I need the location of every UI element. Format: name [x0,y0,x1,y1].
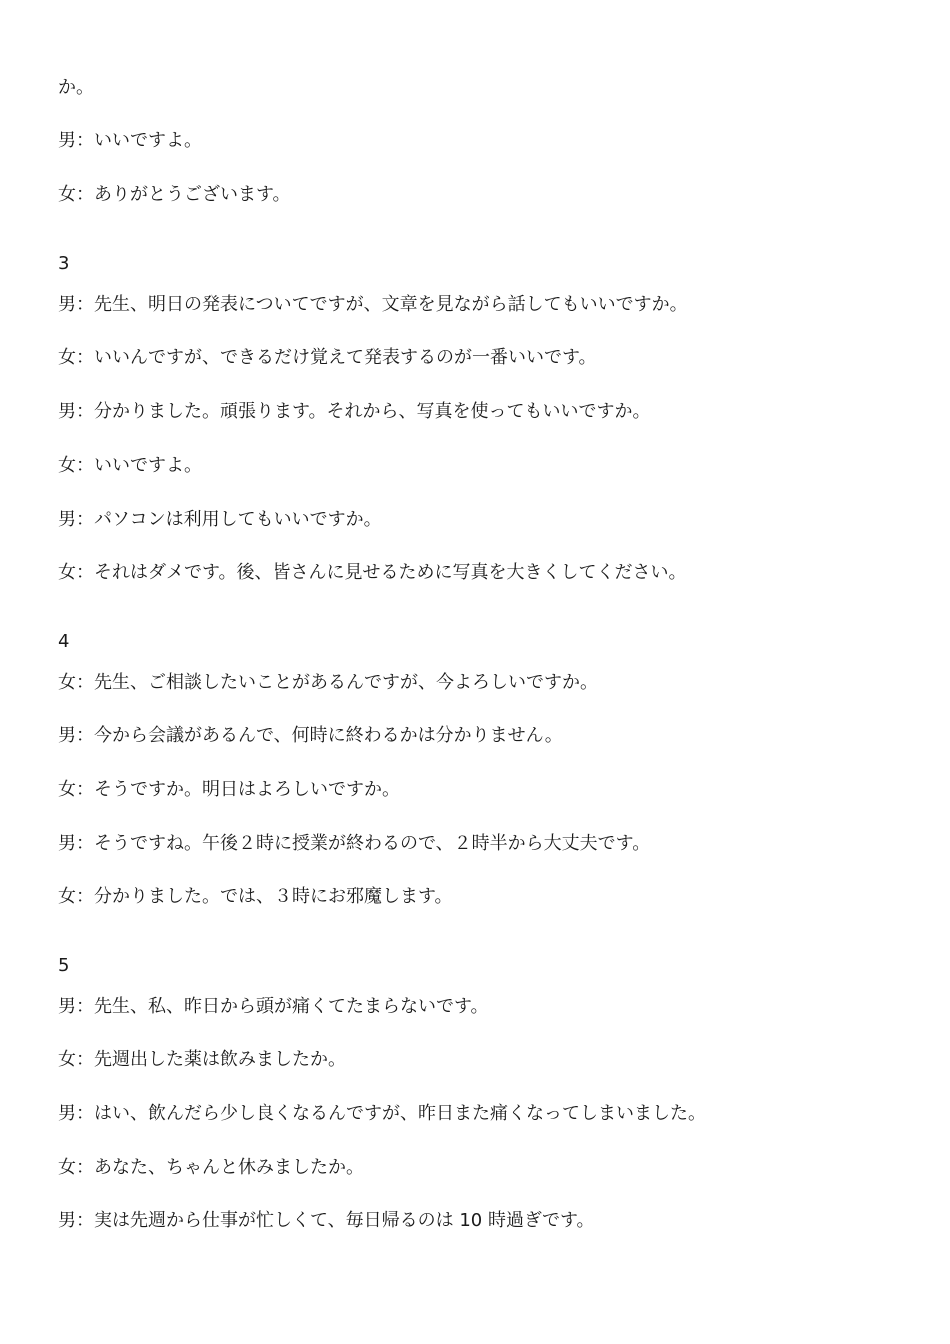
dialogue-line: 男：実は先週から仕事が忙しくて、毎日帰るのは 10 時過ぎです。 [58,1210,595,1231]
section-number: 3 [58,253,70,274]
dialogue-line: 男：先生、私、昨日から頭が痛くてたまらないです。 [58,996,489,1017]
dialogue-line: 女：あなた、ちゃんと休みましたか。 [58,1157,364,1178]
dialogue-line: 女：いいんですが、できるだけ覚えて発表するのが一番いいです。 [58,347,597,368]
dialogue-line: 女：先生、ご相談したいことがあるんですが、今よろしいですか。 [58,672,598,693]
section-number: 4 [58,631,70,652]
dialogue-line: 男：はい、飲んだら少し良くなるんですが、昨日また痛くなってしまいました。 [58,1103,706,1124]
section-number: 5 [58,955,70,976]
dialogue-line: 女：そうですか。明日はよろしいですか。 [58,779,400,800]
carryover-line: か。 [58,77,94,98]
dialogue-line: 女：それはダメです。後、皆さんに見せるために写真を大きくしてください。 [58,562,687,583]
dialogue-line: 女：いいですよ。 [58,455,202,476]
dialogue-line: 男：いいですよ。 [58,130,202,151]
dialogue-line: 男：分かりました。頑張ります。それから、写真を使ってもいいですか。 [58,401,651,422]
dialogue-line: 男：先生、明日の発表についてですが、文章を見ながら話してもいいですか。 [58,294,688,315]
dialogue-line: 女：ありがとうございます。 [58,184,291,205]
dialogue-line: 男：そうですね。午後２時に授業が終わるので、２時半から大丈夫です。 [58,833,651,854]
dialogue-line: 男：今から会議があるんで、何時に終わるかは分かりません。 [58,725,563,746]
dialogue-line: 女：先週出した薬は飲みましたか。 [58,1049,346,1070]
dialogue-line: 女：分かりました。では、３時にお邪魔します。 [58,886,453,907]
dialogue-line: 男：パソコンは利用してもいいですか。 [58,509,382,530]
